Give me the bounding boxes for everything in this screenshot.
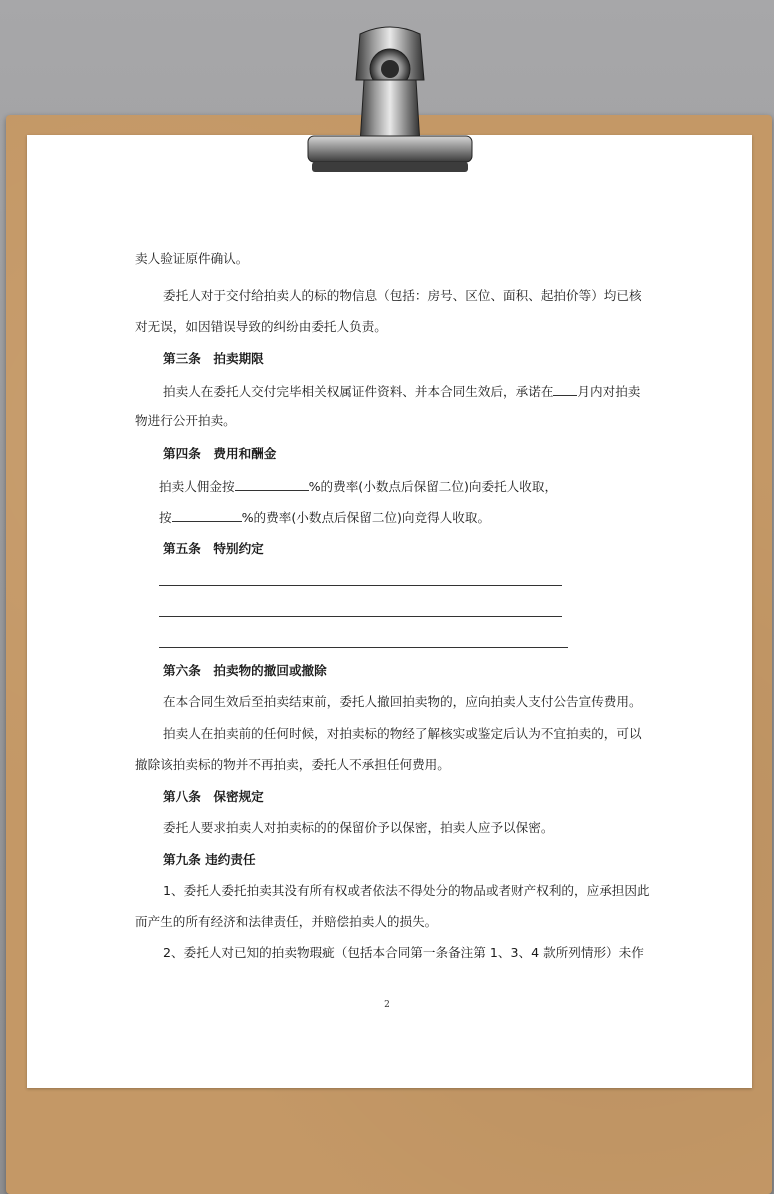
article-3-heading: 第三条 拍卖期限 xyxy=(163,351,264,366)
line-text: 拍卖人在委托人交付完毕相关权属证件资料、并本合同生效后，承诺在 xyxy=(163,384,554,399)
fill-blank xyxy=(553,382,577,396)
paragraph-line: 撤除该拍卖标的物并不再拍卖，委托人不承担任何费用。 xyxy=(135,757,450,772)
article-9-heading: 第九条 违约责任 xyxy=(163,852,256,867)
article-4-heading: 第四条 费用和酬金 xyxy=(163,446,277,461)
paragraph-line: 卖人验证原件确认。 xyxy=(135,251,249,266)
line-text: 拍卖人佣金按 xyxy=(159,479,235,494)
line-text: %的费率(小数点后保留二位)向竞得人收取。 xyxy=(241,510,491,525)
paragraph-line xyxy=(159,477,557,496)
blank-line xyxy=(159,647,568,648)
fill-blank xyxy=(172,508,242,522)
line-text: %的费率(小数点后保留二位)向委托人收取， xyxy=(308,479,558,494)
paragraph-line: 委托人对于交付给拍卖人的标的物信息（包括：房号、区位、面积、起拍价等）均已核 xyxy=(163,288,642,303)
paragraph-line xyxy=(163,382,640,401)
paragraph-line xyxy=(159,508,490,527)
binder-clip-icon xyxy=(300,24,480,178)
article-5-heading: 第五条 特别约定 xyxy=(163,541,264,556)
paragraph-line: 对无误，如因错误导致的纠纷由委托人负责。 xyxy=(135,319,387,334)
paragraph-line: 2、委托人对已知的拍卖物瑕疵（包括本合同第一条备注第 1、3、4 款所列情形）未作 xyxy=(163,945,644,960)
paragraph-line: 物进行公开拍卖。 xyxy=(135,413,236,428)
line-text: 按 xyxy=(159,510,172,525)
blank-line xyxy=(159,585,562,586)
blank-line xyxy=(159,616,562,617)
paragraph-line: 而产生的所有经济和法律责任，并赔偿拍卖人的损失。 xyxy=(135,914,438,929)
article-6-heading: 第六条 拍卖物的撤回或撤除 xyxy=(163,663,327,678)
paragraph-line: 1、委托人委托拍卖其没有所有权或者依法不得处分的物品或者财产权利的，应承担因此 xyxy=(163,883,650,898)
paragraph-line: 拍卖人在拍卖前的任何时候，对拍卖标的物经了解核实或鉴定后认为不宜拍卖的，可以 xyxy=(163,726,642,741)
line-text: 月内对拍卖 xyxy=(577,384,641,399)
article-8-heading: 第八条 保密规定 xyxy=(163,789,264,804)
page-number: 2 xyxy=(384,1000,390,1010)
paragraph-line: 委托人要求拍卖人对拍卖标的的保留价予以保密，拍卖人应予以保密。 xyxy=(163,820,554,835)
fill-blank xyxy=(235,477,309,491)
paragraph-line: 在本合同生效后至拍卖结束前，委托人撤回拍卖物的，应向拍卖人支付公告宣传费用。 xyxy=(163,694,642,709)
